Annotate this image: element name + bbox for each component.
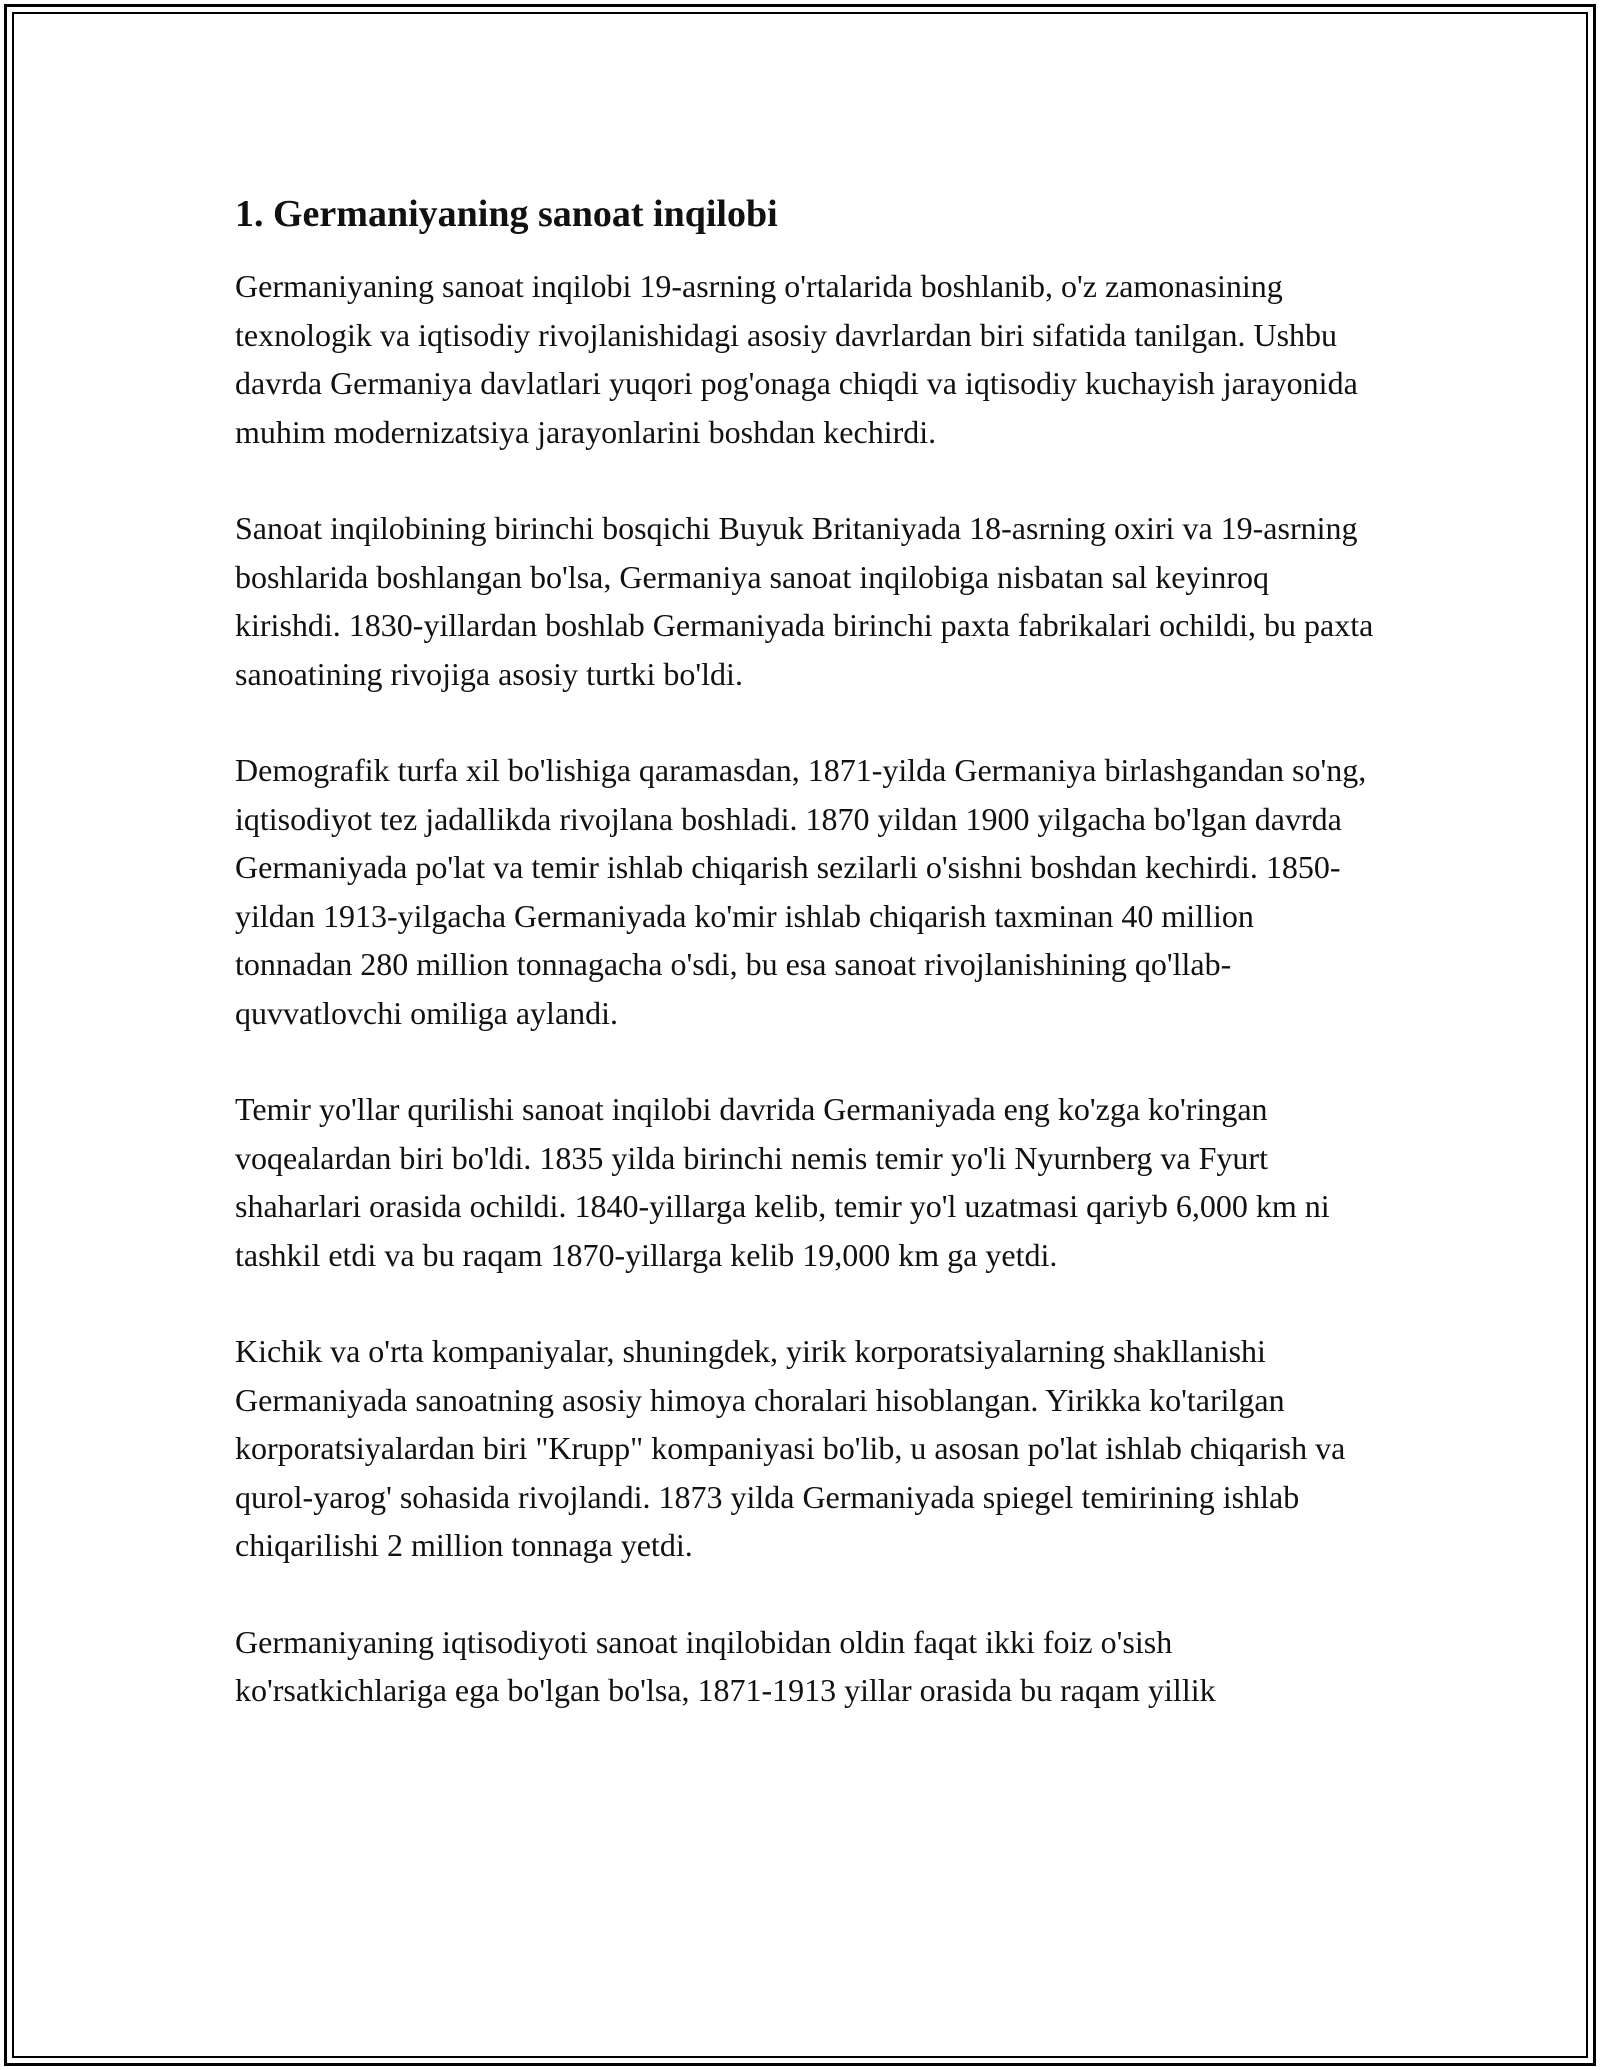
paragraph-3: Demografik turfa xil bo'lishiga qaramasdan, 1871-yilda Germaniya birlashgandan so'ng, iqtisodiyot tez jadallikda rivojlana boshladi. 1870 yildan 1900 yilgacha bo'lgan davrda Germaniyada po'lat va temir ishlab chiqarish sezilarli o'sishni boshdan kechirdi. 1850-yildan 1913-yilgacha Germaniyada ko'mir ishlab chiqarish taxminan 40 million tonnadan 280 million tonnagacha o'sdi, bu esa sanoat rivojlanishining qo'llab-quvvatlovchi omiliga aylandi.	[235, 752, 1367, 1031]
paragraph-1: Germaniyaning sanoat inqilobi 19-asrning o'rtalarida boshlanib, o'z zamonasining texnologik va iqtisodiy rivojlanishidagi asosiy davrlardan biri sifatida tanilgan. Ushbu davrda Germaniya davlatlari yuqori pog'onaga chiqdi va iqtisodiy kuchayish jarayonida muhim modernizatsiya jarayonlarini boshdan kechirdi.	[235, 268, 1358, 450]
paragraph-4: Temir yo'llar qurilishi sanoat inqilobi davrida Germaniyada eng ko'zga ko'ringan voqealardan biri bo'ldi. 1835 yilda birinchi nemis temir yo'li Nyurnberg va Fyurt shaharlari orasida ochildi. 1840-yillarga kelib, temir yo'l uzatmasi qariyb 6,000 km ni tashkil etdi va bu raqam 1870-yillarga kelib 19,000 km ga yetdi.	[235, 1091, 1330, 1273]
paragraph-2: Sanoat inqilobining birinchi bosqichi Buyuk Britaniyada 18-asrning oxiri va 19-asrning boshlarida boshlangan bo'lsa, Germaniya sanoat inqilobiga nisbatan sal keyinroq kirishdi. 1830-yillardan boshlab Germaniyada birinchi paxta fabrikalari ochildi, bu paxta sanoatining rivojiga asosiy turtki bo'ldi.	[235, 510, 1374, 692]
paragraph-6: Germaniyaning iqtisodiyoti sanoat inqilobidan oldin faqat ikki foiz o'sish ko'rsatkichlariga ega bo'lgan bo'lsa, 1871-1913 yillar orasida bu raqam yillik	[235, 1623, 1216, 1708]
document-body	[235, 188, 1375, 1715]
section-heading: 1. Germaniyaning sanoat inqilobi	[235, 193, 778, 235]
paragraph-5: Kichik va o'rta kompaniyalar, shuningdek, yirik korporatsiyalarning shakllanishi Germaniyada sanoatning asosiy himoya choralari hisoblangan. Yirikka ko'tarilgan korporatsiyalardan biri "Krupp" kompaniyasi bo'lib, u asosan po'lat ishlab chiqarish va qurol-yarog' sohasida rivojlandi. 1873 yilda Germaniyada spiegel temirining ishlab chiqarilishi 2 million tonnaga yetdi.	[235, 1333, 1346, 1563]
